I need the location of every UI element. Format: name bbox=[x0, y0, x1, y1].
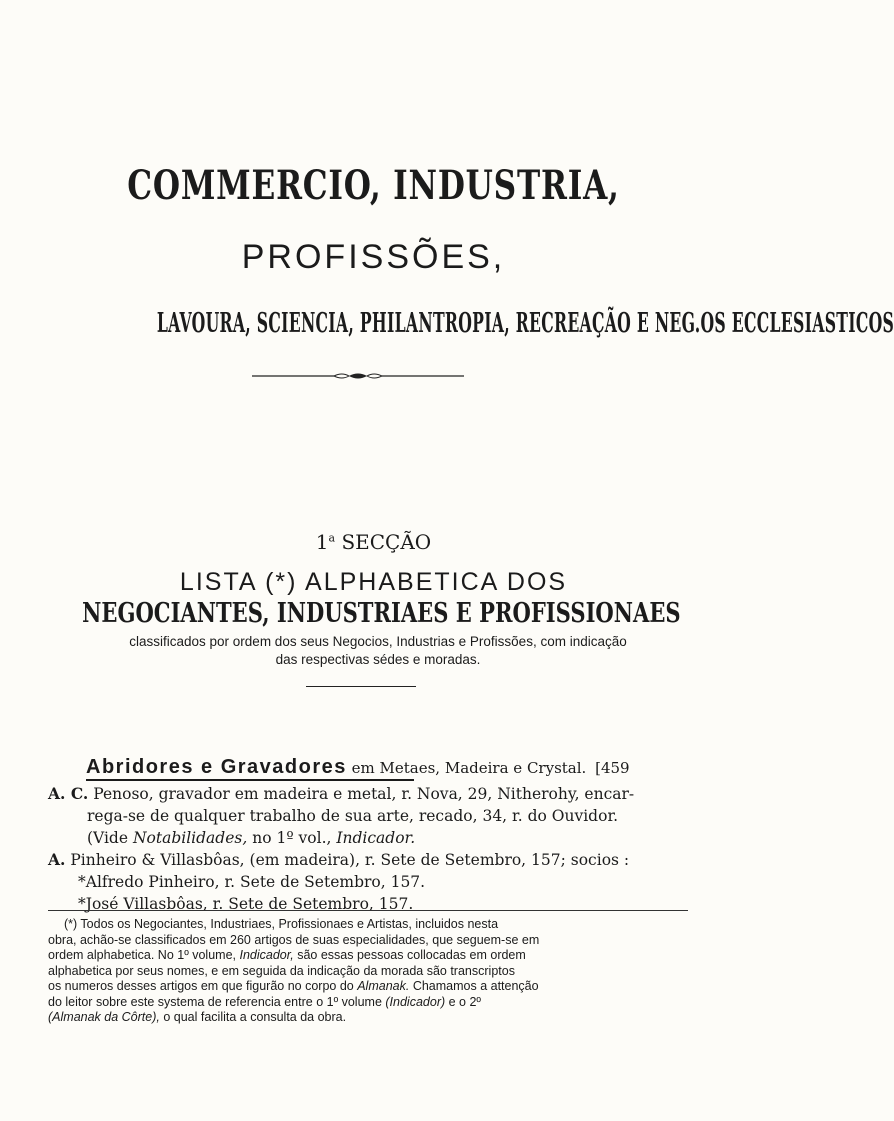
entry-initial: A. bbox=[48, 850, 66, 869]
category-title: Abridores e Gravadores bbox=[86, 756, 347, 778]
section-number-suffix: a bbox=[328, 531, 336, 545]
entry-text: (Vide bbox=[87, 829, 129, 847]
category-subtitle: em Metaes, Madeira e Crystal. bbox=[351, 759, 587, 777]
classification-line-1: classificados por ordem dos seus Negocios, Industrias e Profissões, com indicação bbox=[129, 634, 627, 649]
classification-note bbox=[48, 633, 708, 669]
footnote-text: ordem alphabetica. No 1º volume, bbox=[48, 948, 237, 962]
classification-line-2: das respectivas sédes e moradas. bbox=[275, 652, 481, 667]
entry bbox=[48, 783, 688, 849]
entry-line: rega-se de qualquer trabalho de sua arte, recado, 34, r. do Ouvidor. bbox=[87, 807, 619, 825]
title-line-3: LAVOURA, SCIENCIA, PHILANTROPIA, RECREAÇÃO E NEG.OS ECCLESIASTICOS bbox=[156, 308, 894, 339]
lista-heading: LISTA (*) ALPHABETICA DOS bbox=[179, 568, 568, 596]
category-rule bbox=[86, 779, 414, 781]
negociantes-heading: NEGOCIANTES, INDUSTRIAES E PROFISSIONAES bbox=[82, 598, 681, 629]
footnote-italic: Almanak. bbox=[357, 979, 410, 993]
entry-text: Penoso, gravador em madeira e metal, r. Nova, 29, Nitherohy, encar- bbox=[93, 785, 635, 803]
entry-line bbox=[48, 783, 688, 805]
footnote-text: e o 2º bbox=[448, 994, 481, 1009]
entry bbox=[48, 849, 688, 915]
title-line-1: COMMERCIO, INDUSTRIA, bbox=[127, 162, 620, 209]
title-line-2: PROFISSÕES, bbox=[241, 238, 506, 276]
section-label: SECÇÃO bbox=[341, 530, 432, 554]
footnote-text: do leitor sobre este systema de referencia entre o 1º volume bbox=[48, 994, 382, 1009]
category-number: [459 bbox=[595, 759, 630, 777]
footnote-line bbox=[48, 979, 690, 995]
footnote-line bbox=[48, 948, 690, 964]
footnote-text: o qual facilita a consulta da obra. bbox=[163, 1010, 347, 1024]
footnote-line bbox=[48, 1010, 690, 1026]
entry-line: *José Villasbôas, r. Sete de Setembro, 157. bbox=[78, 895, 414, 913]
entry-line bbox=[48, 827, 688, 849]
footnote-italic: (Almanak da Côrte), bbox=[48, 1010, 160, 1024]
footnote-italic: Indicador, bbox=[239, 948, 294, 962]
footnote-rule bbox=[48, 910, 688, 911]
category-heading bbox=[86, 756, 716, 779]
entry-initial: A. C. bbox=[48, 784, 89, 803]
section-rule bbox=[306, 686, 416, 687]
footnote-line: (*) Todos os Negociantes, Industriaes, Profissionaes e Artistas, incluidos nesta bbox=[64, 917, 499, 931]
entry-italic: Notabilidades, bbox=[132, 829, 248, 847]
footnote bbox=[48, 917, 690, 1026]
section-number: 1 bbox=[315, 530, 329, 554]
footnote-line: obra, achão-se classificados em 260 artigos de suas especialidades, que seguem-se em bbox=[48, 932, 540, 947]
footnote-text: são essas pessoas collocadas em ordem bbox=[297, 948, 526, 962]
section-heading bbox=[0, 530, 747, 554]
entry-line: *Alfredo Pinheiro, r. Sete de Setembro, 157. bbox=[78, 873, 426, 891]
entry-text: no 1º vol., bbox=[252, 829, 332, 847]
ornament-divider bbox=[252, 371, 464, 381]
footnote-line bbox=[48, 995, 690, 1011]
footnote-line: alphabetica por seus nomes, e em seguida da indicação da morada são transcriptos bbox=[48, 963, 515, 978]
footnote-text: os numeros desses artigos em que figurão no corpo do bbox=[48, 979, 354, 993]
entry-italic: Indicador. bbox=[336, 829, 416, 847]
footnote-text: Chamamos a attenção bbox=[412, 979, 539, 993]
footnote-italic: (Indicador) bbox=[385, 994, 446, 1009]
entry-list bbox=[48, 783, 688, 915]
entry-line bbox=[48, 849, 688, 871]
entry-text: Pinheiro & Villasbôas, (em madeira), r. Sete de Setembro, 157; socios : bbox=[70, 851, 630, 869]
